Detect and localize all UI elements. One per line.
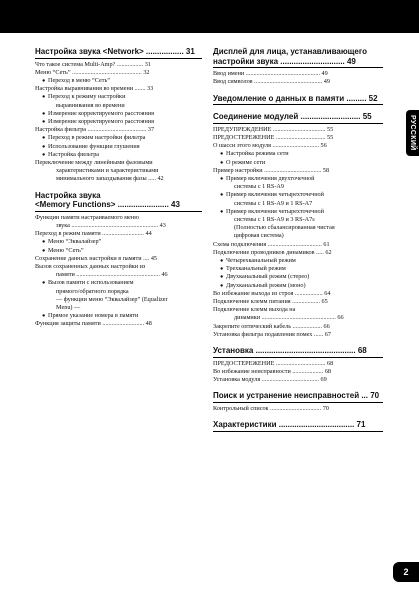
toc-entry xyxy=(213,405,383,413)
toc-text: Настройка звука xyxy=(35,190,101,200)
bullet-icon: ● xyxy=(42,94,46,101)
bullet-icon: ● xyxy=(42,143,46,150)
toc-bullet-item xyxy=(213,282,383,290)
toc-entry xyxy=(35,214,202,222)
toc-text: Поиск и устранение неисправностей ... 70 xyxy=(213,391,380,401)
toc-entry xyxy=(213,134,383,142)
toc-bullet-item xyxy=(213,159,383,167)
toc-entry-continuation xyxy=(213,200,383,208)
bullet-icon: ● xyxy=(42,151,46,158)
toc-entry xyxy=(213,306,383,314)
toc-entry-continuation xyxy=(35,296,202,304)
toc-text: памяти ...................................................... 46 xyxy=(56,271,168,279)
toc-entry xyxy=(213,142,383,150)
toc-text: Меню “Сеть” xyxy=(48,246,84,254)
toc-text: Вызов памяти с использованием xyxy=(48,279,134,287)
language-tab xyxy=(406,110,419,156)
toc-entry xyxy=(35,61,202,69)
toc-entry xyxy=(35,320,202,328)
toc-bullet-item xyxy=(35,118,202,126)
toc-bullet-item xyxy=(35,134,202,142)
toc-text: Двухканальный режим (стерео) xyxy=(226,273,310,281)
toc-text: Трехканальный режим xyxy=(226,265,286,273)
toc-section-heading xyxy=(35,191,202,201)
toc-bullet-item xyxy=(35,279,202,287)
toc-text: О режиме сети xyxy=(226,158,266,166)
toc-entry xyxy=(213,368,383,376)
toc-text: Меню “Сеть” ............................................. 32 xyxy=(35,68,150,76)
toc-section-heading xyxy=(213,94,383,104)
toc-text: системы с 1 RS-A9 и 3 RS-A7s xyxy=(234,216,315,224)
toc-text: Пример включения четырехточечной xyxy=(226,191,324,199)
heading-rule xyxy=(213,402,383,403)
toc-bullet-item xyxy=(35,143,202,151)
toc-text: Настройка режима сети xyxy=(226,150,289,158)
toc-entry xyxy=(213,70,383,78)
heading-rule xyxy=(35,211,202,212)
toc-text: прямого/обратного порядка xyxy=(56,287,129,295)
toc-bullet-item xyxy=(213,150,383,158)
toc-text: Пример включения четырехточечной xyxy=(226,207,324,215)
toc-text: О шасси этого модуля .............................. 56 xyxy=(213,142,327,150)
toc-text: Установка ............................................. 68 xyxy=(213,346,367,356)
toc-text: Закрепите оптический кабель ................... 66 xyxy=(213,322,330,330)
toc-entry-continuation xyxy=(35,288,202,296)
toc-entry xyxy=(213,290,383,298)
heading-rule xyxy=(213,104,383,105)
toc-text: Функция защиты памяти ........................... 48 xyxy=(35,320,152,328)
toc-text: Прямое указание номера в памяти xyxy=(48,312,139,320)
bullet-icon: ● xyxy=(42,239,46,246)
toc-section-heading xyxy=(213,391,383,401)
toc-text: ПРЕДУПРЕЖДЕНИЕ .................................. 55 xyxy=(213,125,334,133)
toc-section-heading xyxy=(213,346,383,356)
bullet-icon: ● xyxy=(42,110,46,117)
toc-text: выравнивания во времени xyxy=(56,101,125,109)
toc-left-column xyxy=(35,47,202,329)
toc-text: системы с 1 RS-A9 xyxy=(234,183,284,191)
toc-text: Переход к режиму настройки xyxy=(48,93,126,101)
bullet-icon: ● xyxy=(220,274,224,281)
toc-bullet-item xyxy=(35,312,202,320)
toc-text: Настройка фильтра xyxy=(48,150,100,158)
bullet-icon: ● xyxy=(42,313,46,320)
toc-text: Вызов сохраненных данных настройки из xyxy=(35,263,146,271)
toc-entry-continuation xyxy=(35,175,202,183)
toc-text: Измерение корректируемого расстояния xyxy=(48,109,154,117)
toc-bullet-item xyxy=(35,247,202,255)
toc-entry-continuation xyxy=(35,222,202,230)
toc-entry xyxy=(35,255,202,263)
toc-text: Сохранение данных настройки в памяти .... 45 xyxy=(35,254,158,262)
toc-entry xyxy=(35,126,202,134)
bullet-icon: ● xyxy=(42,78,46,84)
toc-text: звука ........................................................ 43 xyxy=(56,222,166,230)
heading-rule xyxy=(213,431,383,432)
toc-bullet-item xyxy=(213,265,383,273)
toc-text: динамики ................................................ 66 xyxy=(234,314,344,322)
toc-entry-continuation xyxy=(35,102,202,110)
toc-text: <Memory Functions> ....................... 43 xyxy=(35,200,180,210)
toc-entry xyxy=(35,85,202,93)
toc-bullet-item xyxy=(213,175,383,183)
toc-text: настройки звука ............................. 49 xyxy=(213,56,356,66)
toc-entry-continuation xyxy=(213,183,383,191)
toc-entry-continuation xyxy=(35,271,202,279)
toc-text: Переход в меню “Сеть” xyxy=(48,77,111,84)
toc-text: Пример включения двухточечной xyxy=(226,175,315,182)
toc-text: Соединение модулей ........................... 55 xyxy=(213,112,372,122)
bullet-icon: ● xyxy=(220,208,224,215)
bullet-icon: ● xyxy=(220,159,224,166)
toc-entry xyxy=(213,298,383,306)
toc-entry xyxy=(213,360,383,368)
bullet-icon: ● xyxy=(42,119,46,126)
toc-text: Функции памяти настраиваемого меню xyxy=(35,213,139,221)
toc-bullet-item xyxy=(35,238,202,246)
toc-text: системы с 1 RS-A9 и 1 RS-A7 xyxy=(234,199,313,207)
toc-entry-continuation xyxy=(35,304,202,312)
page-number: 2 xyxy=(393,562,419,582)
toc-entry xyxy=(35,69,202,77)
bullet-icon: ● xyxy=(220,266,224,273)
toc-text: Уведомление о данных в памяти ......... 52 xyxy=(213,93,378,103)
toc-text: (Полностью сбалансированная чистая xyxy=(234,224,335,232)
toc-entry-continuation xyxy=(213,216,383,224)
toc-entry xyxy=(213,331,383,339)
bullet-icon: ● xyxy=(42,135,46,142)
toc-text: Дисплей для лица, устанавливающего xyxy=(213,47,367,56)
toc-entry xyxy=(213,167,383,175)
bullet-icon: ● xyxy=(42,247,46,254)
language-tab-label: РУССКИЙ xyxy=(409,115,416,151)
toc-text: Переход в режим настройки фильтра xyxy=(48,134,146,142)
toc-text: Подключение проводников динамиков ..... 62 xyxy=(213,248,332,256)
toc-section-heading xyxy=(35,47,202,57)
toc-text: Во избежание неисправности .................... 68 xyxy=(213,367,332,375)
toc-text: Использование функции глушения xyxy=(48,142,140,150)
toc-text: Установка модуля ..................................... 69 xyxy=(213,376,327,384)
bullet-icon: ● xyxy=(220,192,224,199)
heading-rule xyxy=(35,58,202,59)
toc-text: Ввод символов ............................................ 49 xyxy=(213,78,330,86)
toc-text: Подключение клемм выхода на xyxy=(213,306,296,314)
toc-bullet-item xyxy=(35,110,202,118)
toc-text: Настройка фильтра ...................................... 37 xyxy=(35,126,155,134)
toc-text: ПРЕДОСТЕРЕЖЕНИЕ ................................ 68 xyxy=(213,359,334,367)
toc-text: Установка фильтра подавления помех ...... 67 xyxy=(213,330,331,338)
toc-entry xyxy=(213,78,383,86)
toc-text: Ввод имени ................................................ 49 xyxy=(213,70,328,78)
toc-entry xyxy=(213,126,383,134)
toc-text: Menu) — xyxy=(56,304,81,312)
toc-entry xyxy=(213,323,383,331)
toc-bullet-item xyxy=(213,257,383,265)
toc-section-heading xyxy=(213,47,383,57)
toc-text: цифровая система) xyxy=(234,232,284,240)
toc-text: Настройка звука <Network> ................. 31 xyxy=(35,47,195,56)
bullet-icon: ● xyxy=(220,151,224,158)
toc-right-column xyxy=(213,47,383,434)
toc-text: минимального запаздывания фазы ..... 42 xyxy=(56,175,164,183)
toc-text: Схема подключения ................................... 61 xyxy=(213,240,330,248)
toc-entry-continuation xyxy=(35,167,202,175)
toc-section-heading xyxy=(213,112,383,122)
heading-rule xyxy=(213,357,383,358)
toc-text: Во избежание выхода из строя .................. 64 xyxy=(213,289,331,297)
bullet-icon: ● xyxy=(220,258,224,265)
toc-text: Двухканальный режим (моно) xyxy=(226,281,306,289)
toc-entry xyxy=(35,263,202,271)
toc-bullet-item xyxy=(35,77,202,85)
toc-entry-continuation xyxy=(213,314,383,322)
toc-text: ПРЕДОСТЕРЕЖЕНИЕ ................................ 55 xyxy=(213,133,334,141)
toc-bullet-item xyxy=(35,93,202,101)
toc-entry-continuation xyxy=(213,232,383,240)
toc-text: Переключение между линейными фазовыми xyxy=(35,159,153,167)
toc-entry xyxy=(213,241,383,249)
toc-text: Подключение клемм питания .................. 65 xyxy=(213,298,328,306)
bullet-icon: ● xyxy=(220,282,224,289)
toc-entry-continuation xyxy=(213,224,383,232)
bullet-icon: ● xyxy=(42,280,46,287)
toc-text: Характеристики .................................. 71 xyxy=(213,420,366,430)
toc-text: Переход в режим памяти ........................... 44 xyxy=(35,230,152,238)
header-bar xyxy=(0,0,419,33)
toc-text: Что такое система Multi-Amp? ................. 31 xyxy=(35,60,151,68)
toc-entry xyxy=(213,376,383,384)
toc-text: характеристиками и характеристиками xyxy=(56,167,159,175)
toc-bullet-item xyxy=(35,151,202,159)
heading-rule xyxy=(213,123,383,124)
toc-text: Настройка выравнивания во времени ....... 33 xyxy=(35,85,154,93)
toc-entry xyxy=(213,249,383,257)
toc-section-heading-cont xyxy=(35,200,202,210)
toc-entry xyxy=(35,230,202,238)
toc-text: Измерение корректируемого расстояния xyxy=(48,118,154,126)
toc-text: Контрольный список ................................. 70 xyxy=(213,404,329,412)
toc-text: Пример настройки ..................................... 58 xyxy=(213,166,330,174)
heading-rule xyxy=(213,67,383,68)
bullet-icon: ● xyxy=(220,176,224,182)
toc-entry xyxy=(35,159,202,167)
toc-bullet-item xyxy=(213,191,383,199)
toc-text: Четырехканальный режим xyxy=(226,257,296,265)
toc-section-heading xyxy=(213,420,383,430)
toc-bullet-item xyxy=(213,208,383,216)
toc-bullet-item xyxy=(213,273,383,281)
toc-text: Меню “Эквалайзер” xyxy=(48,238,102,246)
toc-section-heading-cont xyxy=(213,57,383,67)
toc-text: — функции меню “Эквалайзер” (Equalizer xyxy=(56,295,168,303)
